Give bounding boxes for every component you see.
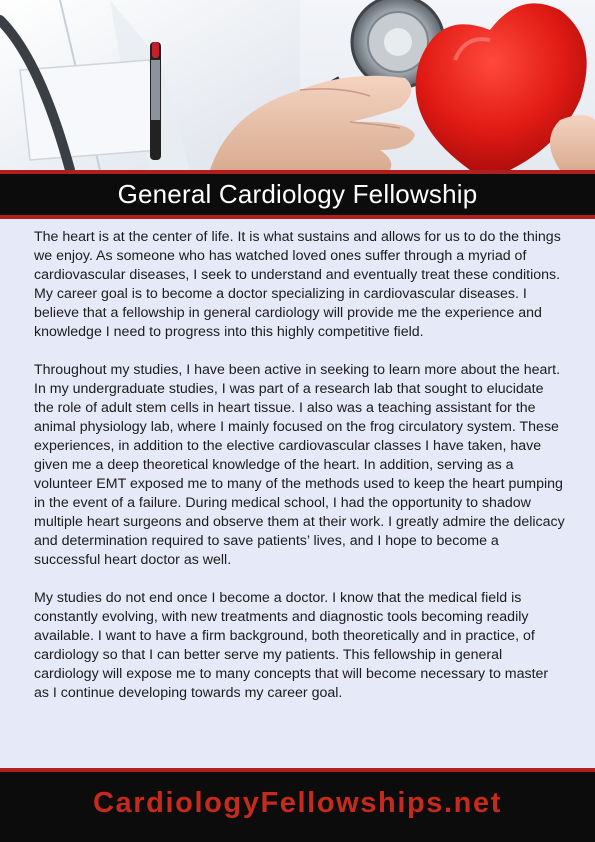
doctor-heart-illustration [0,0,595,170]
essay-body [34,228,566,722]
paragraph-1: The heart is at the center of life. It is what sustains and allows for us to do the things we enjoy. As someone who has watched loved ones suffer through a myriad of cardiovascular diseases, I seek to understand and eventually treat these conditions. My career goal is to become a doctor specializing in cardiovascular diseases. I believe that a fellowship in general cardiology will provide me the experience and knowledge I need to progress into this highly competitive field. [34,229,561,340]
footer-band [0,768,595,842]
paragraph-2: Throughout my studies, I have been active in seeking to learn more about the heart. In my undergraduate studies, I was part of a research lab that sought to elucidate the role of adult stem cells in heart tissue. I also was a teaching assistant for the animal physiology lab, where I mainly focused on the frog circulatory system. These experiences, in addition to the elective cardiovascular classes I have taken, have given me a deep theoretical knowledge of the heart. In addition, serving as a volunteer EMT exposed me to many of the methods used to keep the heart pumping in the event of a failure. During medical school, I had the opportunity to shadow multiple heart surgeons and observe them at their work. I greatly admire the delicacy and determination required to save patients’ lives, and I hope to become a successful heart doctor as well. [34,362,565,568]
paragraph-3: My studies do not end once I become a doctor. I know that the medical field is constantly evolving, with new treatments and diagnostic tools becoming readily available. I want to have a firm background, both theoretically and in practice, of cardiology so that I can better serve my patients. This fellowship in general cardiology will expose me to many concepts that will become necessary to master as I continue developing towards my career goal. [34,590,549,701]
title-band [0,170,595,219]
page-title: General Cardiology Fellowship [117,179,478,209]
pen-icon [150,42,161,160]
hero-image [0,0,595,170]
footer-site-name: CardiologyFellowships.net [93,786,502,819]
